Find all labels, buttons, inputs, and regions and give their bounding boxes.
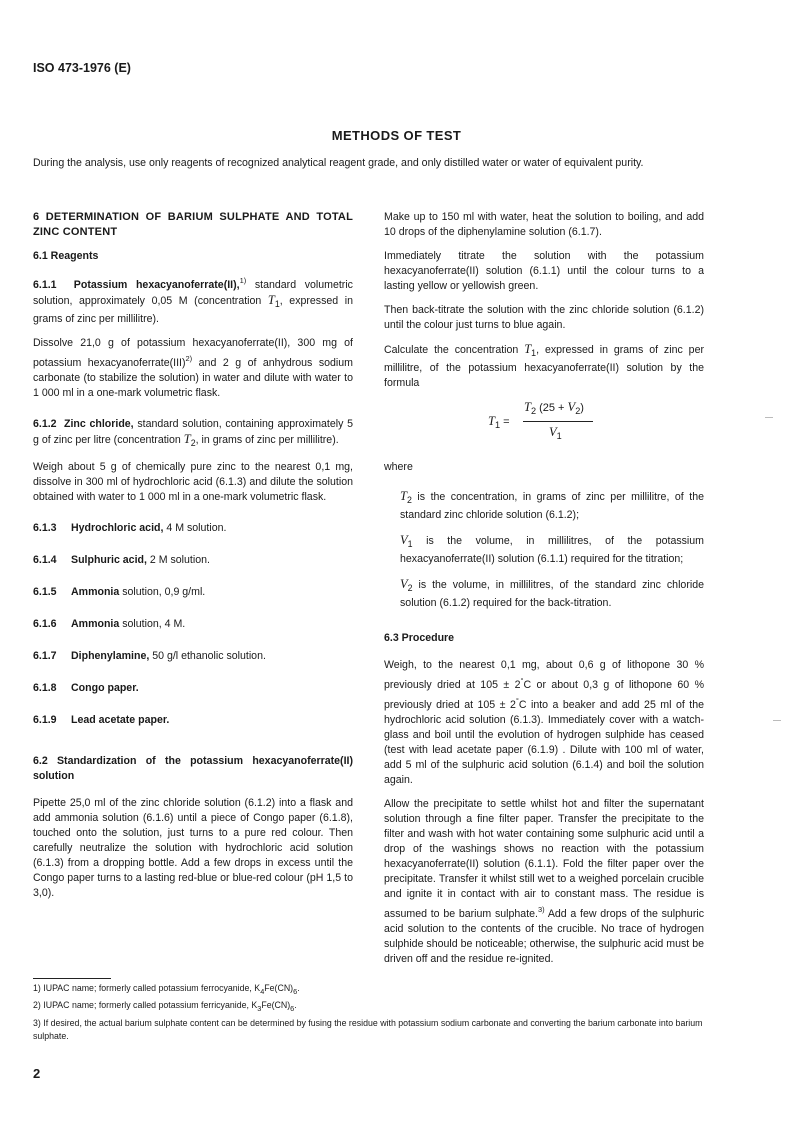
intro-paragraph: During the analysis, use only reagents of recognized analytical reagent grade, and only distilled water or water of equivalent purity. [33,157,644,169]
scan-mark [773,720,781,721]
paragraph-back-titrate: Then back-titrate the solution with the zinc chloride solution (6.1.2) until the colour just turns to blue again. [384,304,704,331]
clause-6-1-2: 6.1.2 Zinc chloride, standard solution, containing approximately 5 g of zinc per litre (concentration $T_2$, in grams of zinc per millilitre). [33,418,353,449]
section-6-1-heading: 6.1 Reagents [33,250,99,262]
left-column [33,210,353,910]
paragraph-calculate: Calculate the concentration $T_1$, expressed in grams of zinc per millilitre, of the potassium hexacyanoferrate(II) solution by the formula [384,342,704,390]
section-6-3-heading: 6.3 Procedure [384,632,455,645]
clause-6-1-5: 6.1.5 Ammonia solution, 0,9 g/ml. [33,586,206,599]
clause-6-1-9: 6.1.9 Lead acetate paper. [33,714,170,727]
clause-6-1-1: 6.1.1 Potassium hexacyanoferrate(II),$^{1)}$ standard volumetric solution, approximately 0,05 M (concentration $T_1$, expressed in grams of zinc per millilitre). [33,276,354,326]
right-column [384,210,704,976]
fraction-bar [523,421,593,422]
definition-v2: $V_2$ is the volume, in millilitres, of the standard zinc chloride solution (6.1.2) required for the back-titration. [400,577,704,610]
formula [384,400,704,450]
footnote-3: 3) If desired, the actual barium sulphate content can be determined by fusing the residue with potassium sodium carbonate and converting the barium carbonate into barium sulphate. [33,1018,703,1041]
clause-6-1-3: 6.1.3 Hydrochloric acid, 4 M solution. [33,522,227,535]
section-6-2-text: Pipette 25,0 ml of the zinc chloride solution (6.1.2) into a flask and add ammonia solution (6.1.6) until a piece of Congo paper (6.1.8), touched onto the solution, just turns to a pure red colour. Then carefully neutralize the solution with hydrochloric acid solution (6.1.3) from a dropping bottle. Add a few drops in excess until the Congo paper turns to a lasting red-blue or blue-red colour (pH 1,5 to 3,0). [33,797,353,900]
procedure-paragraph-2: Allow the precipitate to settle whilst hot and filter the supernatant solution through a fine filter paper. Transfer the precipitate to the filter and wash with hot water containing some sulphuric acid until a drop of the washings shows no reaction with the potassium hexacyanoferrate(II) solution (6.1.1). Fold the filter paper over the precipitate. Transfer it whilst still wet to a weighed porcelain crucible and ignite it in contact with air to constant mass. The residue is assumed to be barium sulphate.$^{3)}$ Add a few drops of the sulphuric acid solution to the contents of the crucible. No trace of hydrogen sulphide should be noticeable; otherwise, the sulphuric acid must be driven off and the residue re-ignited. [384,798,704,966]
clause-6-1-6: 6.1.6 Ammonia solution, 4 M. [33,618,186,631]
footnote-1: 1) IUPAC name; formerly called potassium ferrocyanide, $K_4Fe(CN)_6$. [33,983,300,996]
formula-numerator: $T_2$ $(25 + V_2)$ [524,400,584,417]
clause-6-1-7: 6.1.7 Diphenylamine, 50 g/l ethanolic solution. [33,650,266,663]
where-label: where [384,461,413,474]
page-number: 2 [33,1066,41,1081]
paragraph-make-up: Make up to 150 ml with water, heat the solution to boiling, and add 10 drops of the diphenylamine solution (6.1.7). [384,211,704,238]
scan-mark [765,417,773,418]
footnote-2: 2) IUPAC name; formerly called potassium ferricyanide, $K_3Fe(CN)_6$. [33,1000,297,1013]
clause-6-1-4: 6.1.4 Sulphuric acid, 2 M solution. [33,554,210,567]
procedure-paragraph-1: Weigh, to the nearest 0,1 mg, about 0,6 g of lithopone 30 % previously dried at 105 ± 2°C or about 0,3 g of lithopone 60 % previously dried at 105 ± 2°C into a beaker and add 25 ml of the hydrochloric acid solution (6.1.3). Immediately cover with a watch-glass and boil until the evolution of hydrogen sulphide has ceased (test with lead acetate paper (6.1.9) . Dilute with 100 ml of water, add 5 ml of the sulphuric acid solution (6.1.4) and boil the solution again. [384,659,704,787]
section-6-2-heading: 6.2 Standardization of the potassium hexacyanoferrate(II) solution [33,755,353,783]
definition-v1: $V_1$ is the volume, in millilitres, of the potassium hexacyanoferrate(II) solution (6.1.1) required for the titration; [400,533,704,566]
standard-reference: ISO 473-1976 (E) [33,61,131,75]
clause-6-1-2-preparation: Weigh about 5 g of chemically pure zinc to the nearest 0,1 mg, dissolve in 300 ml of hydrochloric acid (6.1.3) and dilute the solution obtained with water to 1 000 ml in a one-mark volumetric flask. [33,461,353,504]
definition-t2: $T_2$ is the concentration, in grams of zinc per millilitre, of the standard zinc chloride solution (6.1.2); [400,489,704,522]
section-6-heading: 6 DETERMINATION OF BARIUM SULPHATE AND TOTAL ZINC CONTENT [33,211,353,238]
clause-6-1-8: 6.1.8 Congo paper. [33,682,139,695]
footnote-rule [33,978,111,979]
formula-denominator: $V_1$ [549,425,562,442]
formula-lhs: $T_1$ = [488,414,510,431]
page-title: METHODS OF TEST [331,128,462,143]
paragraph-titrate: Immediately titrate the solution with the potassium hexacyanoferrate(II) solution (6.1.1) until the colour turns to a lasting yellow or yellowish green. [384,250,704,292]
clause-6-1-1-preparation: Dissolve 21,0 g of potassium hexacyanoferrate(II), 300 mg of potassium hexacyanoferrate(III)$^{2)}$ and 2 g of anhydrous sodium carbonate (to stabilize the solution) in water and dilute with water to 1 000 ml in a one-mark volumetric flask. [33,337,353,400]
